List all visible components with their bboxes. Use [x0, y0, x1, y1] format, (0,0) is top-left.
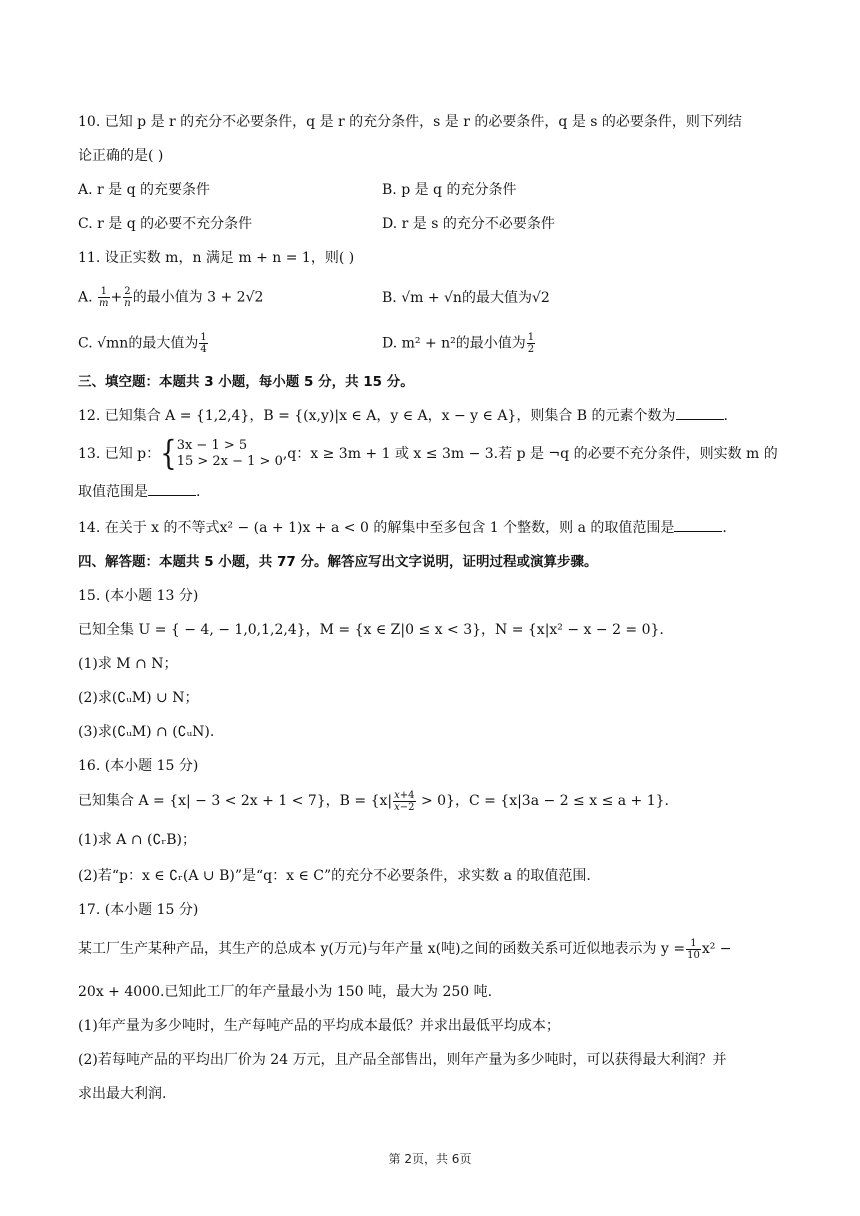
fraction-1-over-m: $\frac{1}{m}$: [99, 286, 109, 309]
q10-line1: 10. 已知 p 是 r 的充分不必要条件，q 是 r 的充分条件，s 是 r 的必要条件，q 是 s 的必要条件，则下列结: [78, 114, 742, 130]
q16-part2: (2)若“p：x ∈ ∁ᵣ(A ∪ B)”是“q：x ∈ C”的充分不必要条件，求实数 a 的取值范围.: [78, 868, 591, 884]
q14-text: 14. 在关于 x 的不等式x² − (a + 1)x + a < 0 的解集中至多包含 1 个整数，则 a 的取值范围是: [78, 520, 675, 536]
q10-option-c: C. r 是 q 的必要不充分条件: [78, 216, 253, 232]
q15-head: 15. (本小题 13 分): [78, 588, 199, 604]
q13-line1: [78, 434, 778, 474]
q13-sys-1: 3x − 1 > 5: [176, 438, 248, 453]
q16-stem-a: 已知集合 A = {x| − 3 < 2x + 1 < 7}，B = {x|: [78, 793, 393, 809]
section-3-heading: 三、填空题：本题共 3 小题，每小题 5 分，共 15 分。: [78, 374, 414, 390]
q10-option-d: D. r 是 s 的充分不必要条件: [382, 216, 555, 232]
q12-text: 12. 已知集合 A = {1,2,4}，B = {(x,y)|x ∈ A，y ∈ A，x − y ∈ A}，则集合 B 的元素个数为: [78, 408, 676, 424]
fraction-1-over-10: $\frac{1}{10}$: [687, 937, 700, 961]
q17-line1: [78, 936, 732, 962]
q13-line2: 取值范围是 .: [78, 484, 201, 500]
brace-icon: {: [160, 434, 177, 474]
q15-part2: (2)求(∁ᵤM) ∪ N；: [78, 690, 199, 706]
q17-line2: 20x + 4000.已知此工厂的年产量最小为 150 吨，最大为 250 吨.: [78, 984, 493, 1000]
q15-part3: (3)求(∁ᵤM) ∩ (∁ᵤN).: [78, 724, 215, 740]
q16-part1: (1)求 A ∩ (∁ᵣB)；: [78, 832, 197, 848]
q13-prefix: 13. 已知 p：: [78, 446, 161, 462]
q11-a-suffix: 的最小值为 3 + 2√2: [132, 289, 264, 306]
q11-option-a: A. $\frac{1}{m}$ + $\frac{2}{n}$ 的最小值为 3 + 2√2: [78, 286, 264, 309]
q10-option-b: B. p 是 q 的充分条件: [382, 182, 517, 198]
q17-part1: (1)年产量为多少吨时，生产每吨产品的平均成本最低？并求出最低平均成本；: [78, 1018, 560, 1034]
q13-line2-text: 取值范围是: [78, 484, 148, 500]
q14: 14. 在关于 x 的不等式x² − (a + 1)x + a < 0 的解集中至多包含 1 个整数，则 a 的取值范围是 .: [78, 520, 727, 536]
q13-system: [177, 438, 283, 470]
answer-blank: [676, 407, 724, 420]
q17-line1-tail: x² −: [701, 941, 732, 957]
fraction-1-over-4: $\frac{1}{4}$: [200, 332, 207, 355]
section-4-heading: 四、解答题：本题共 5 小题，共 77 分。解答应写出文字说明，证明过程或演算步骤。: [78, 554, 598, 570]
q11-c-prefix: C. √mn的最大值为: [78, 335, 199, 352]
q15-stem: 已知全集 U = { − 4, − 1,0,1,2,4}，M = {x ∈ Z|0 ≤ x < 3}，N = {x|x² − x − 2 = 0}.: [78, 622, 664, 638]
fraction-2-over-n: $\frac{2}{n}$: [124, 286, 131, 309]
q11-a-prefix: A.: [78, 289, 98, 306]
q11-stem: 11. 设正实数 m，n 满足 m + n = 1，则( ): [78, 250, 355, 266]
q13-suffix: ,q：x ≥ 3m + 1 或 x ≤ 3m − 3.若 p 是 ¬q 的必要不充分条件，则实数 m 的: [282, 446, 778, 462]
q16-stem: [78, 788, 669, 814]
q13-sys-2: 15 > 2x − 1 > 0: [176, 454, 283, 469]
q12: 12. 已知集合 A = {1,2,4}，B = {(x,y)|x ∈ A，y ∈ A，x − y ∈ A}，则集合 B 的元素个数为 .: [78, 408, 728, 424]
q17-part2-cont: 求出最大利润.: [78, 1086, 167, 1102]
fraction-1-over-2: $\frac{1}{2}$: [527, 332, 535, 355]
q11-option-c: [78, 332, 209, 355]
q17-head: 17. (本小题 15 分): [78, 902, 199, 918]
q11-d-prefix: D. m² + n²的最小值为: [382, 335, 526, 352]
q16-stem-b: > 0}，C = {x|3a − 2 ≤ x ≤ a + 1}.: [416, 793, 669, 809]
fraction-x-plus-4-over-x-minus-2: $\frac{x+4}{x-2}$: [394, 789, 415, 813]
q16-head: 16. (本小题 15 分): [78, 758, 199, 774]
answer-blank: [148, 483, 196, 496]
answer-blank: [674, 519, 722, 532]
q10-line2: 论正确的是( ): [78, 148, 164, 164]
q17-part2: (2)若每吨产品的平均出厂价为 24 万元，且产品全部售出，则年产量为多少吨时，可以获得最大利润？并: [78, 1052, 727, 1068]
q11-option-b: B. √m + √n的最大值为√2: [382, 290, 550, 306]
q17-line1-text: 某工厂生产某种产品，其生产的总成本 y(万元)与年产量 x(吨)之间的函数关系可近似地表示为 y =: [78, 941, 686, 957]
page-footer: 第 2页，共 6页: [388, 1152, 472, 1166]
q10-option-a: A. r 是 q 的充要条件: [78, 182, 211, 198]
q11-option-d: [382, 332, 536, 355]
q15-part1: (1)求 M ∩ N；: [78, 656, 178, 672]
